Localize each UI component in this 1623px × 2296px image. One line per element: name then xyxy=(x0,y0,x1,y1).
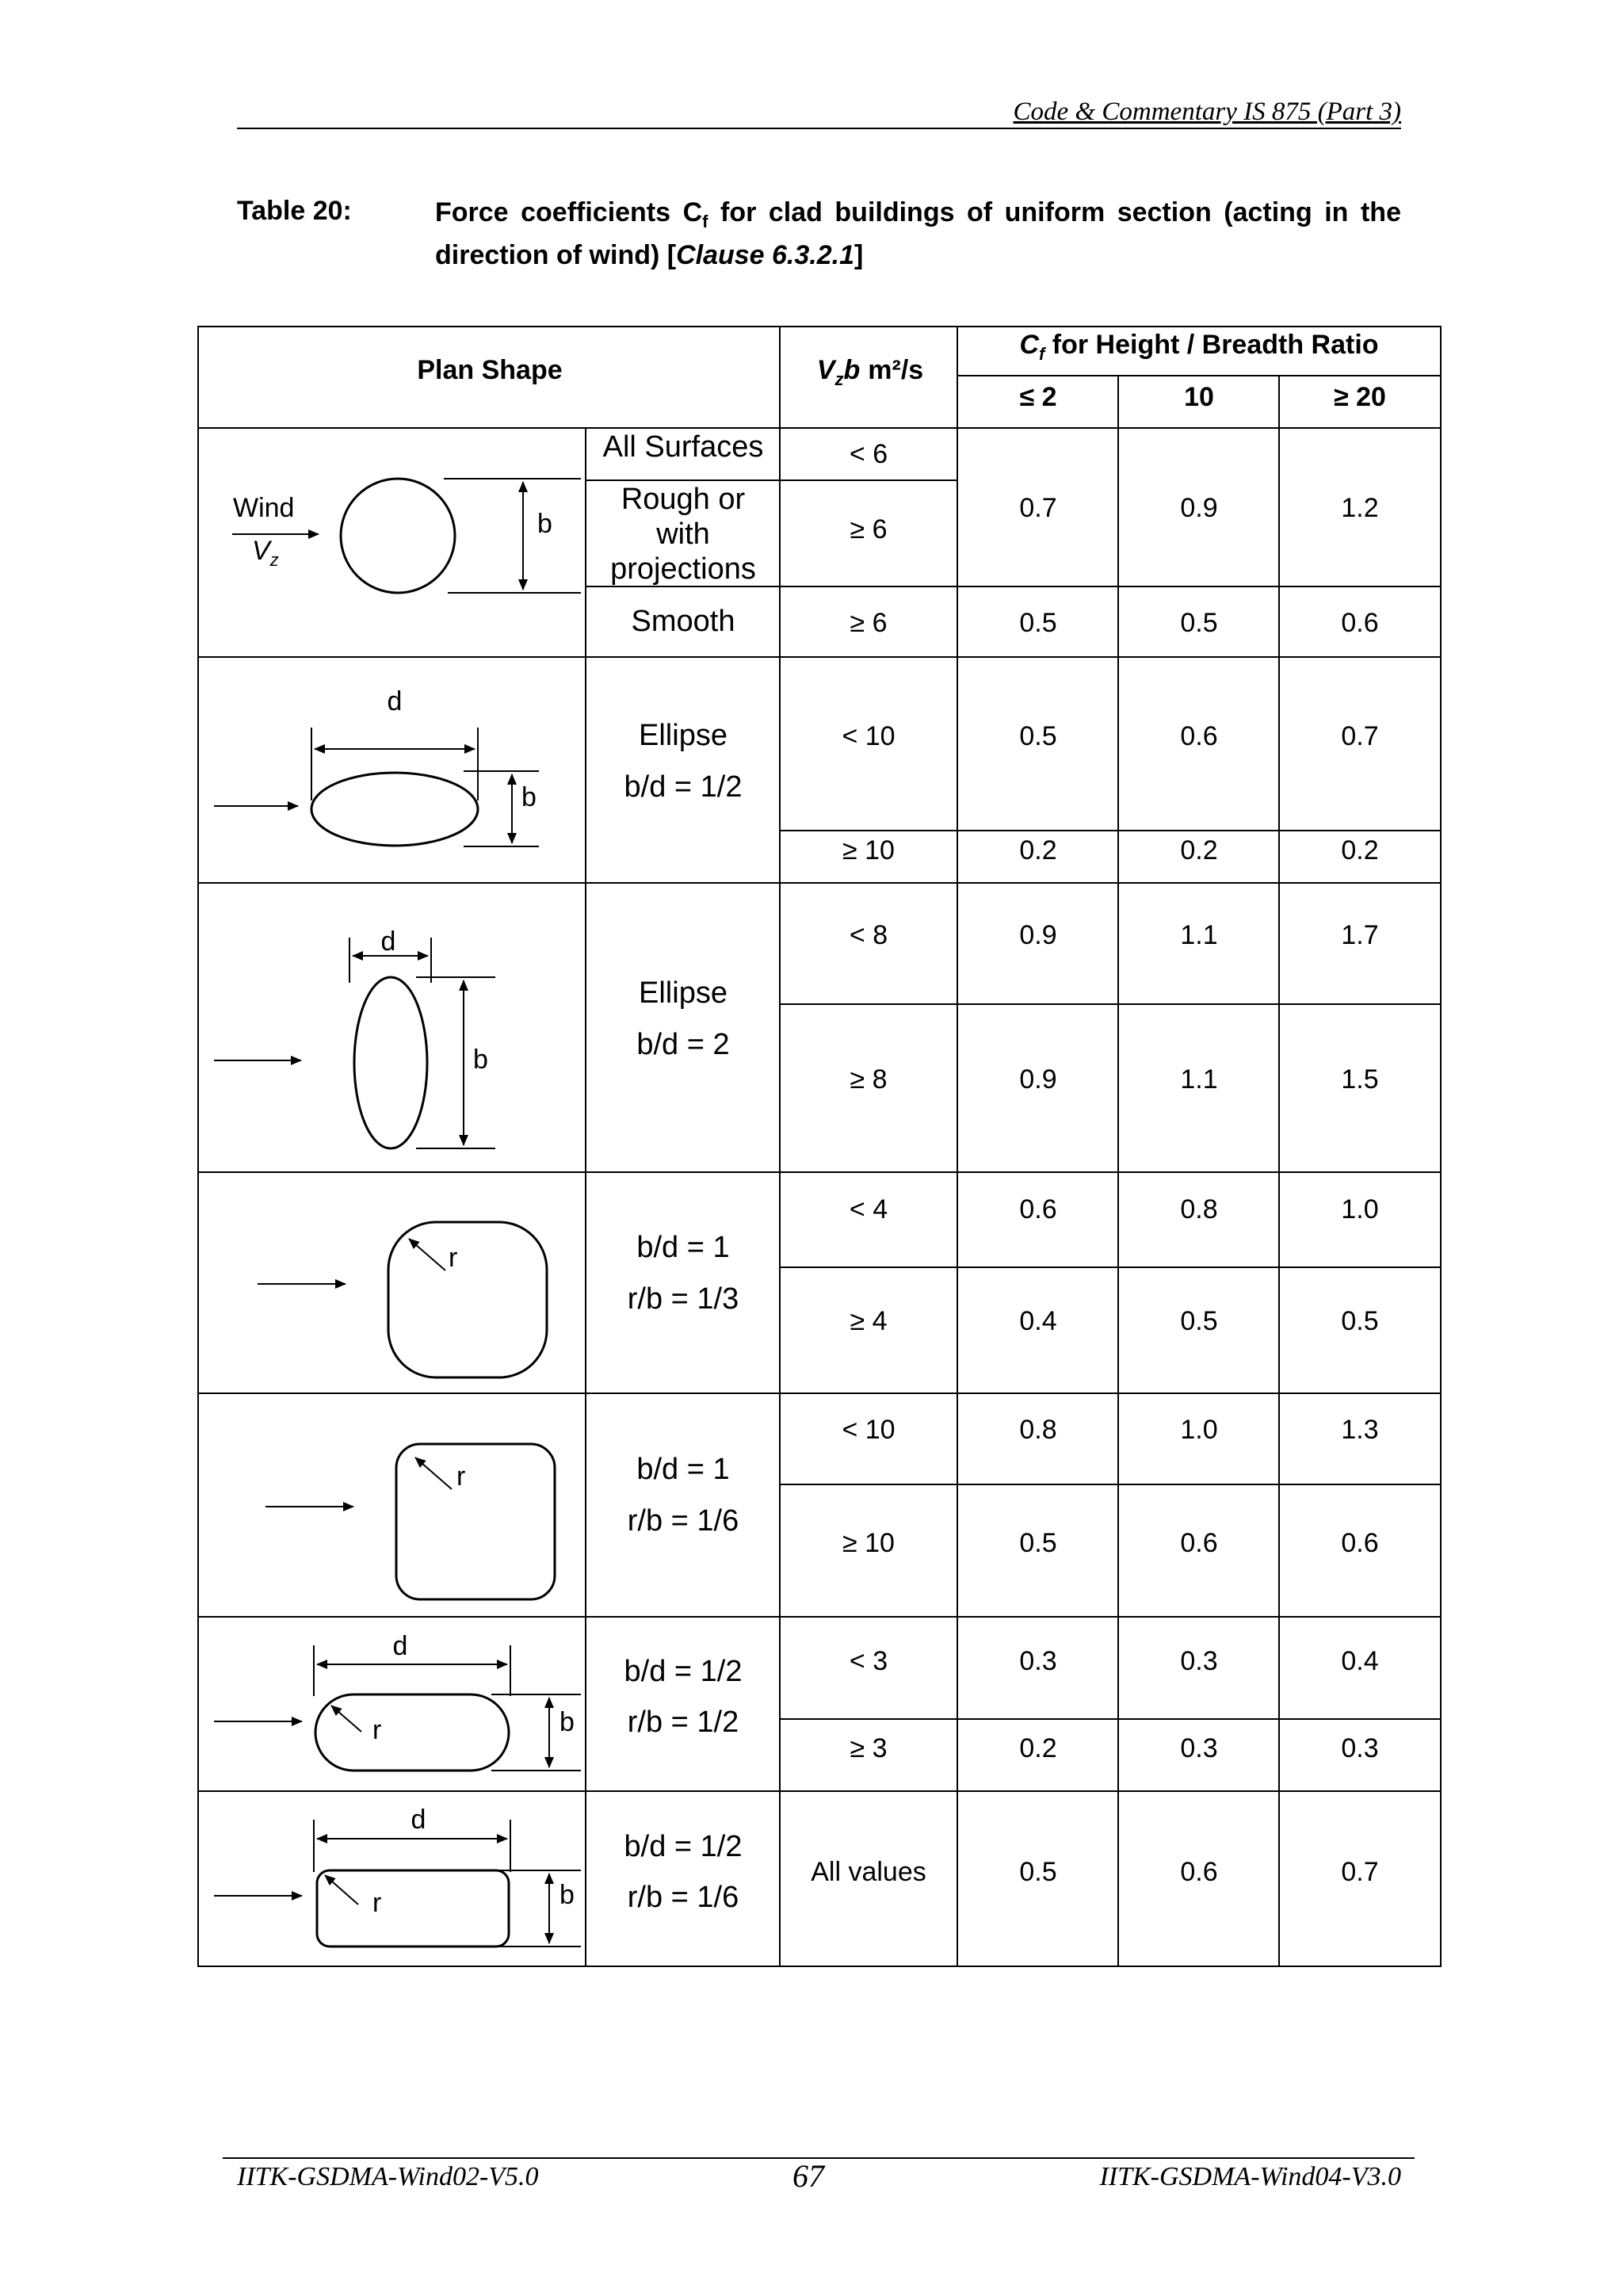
vzb-cell: < 4 xyxy=(849,1194,888,1224)
cf-cell: 0.6 xyxy=(1341,608,1379,638)
cf-c: C xyxy=(1019,330,1039,360)
vzb-cell: < 3 xyxy=(849,1646,888,1676)
row-desc-rough-3: projections xyxy=(610,552,756,586)
running-header-text: Code & Commentary IS 875 (Part 3) xyxy=(1013,97,1401,126)
cf-cell: 0.3 xyxy=(1341,1733,1379,1763)
vzb-cell: < 10 xyxy=(842,1415,896,1445)
group-desc: r/b = 1/6 xyxy=(627,1881,739,1914)
cf-cell: 1.0 xyxy=(1180,1415,1218,1445)
group-desc: b/d = 1 xyxy=(636,1231,730,1264)
radius-label: r xyxy=(456,1461,466,1492)
rounded-square-shape xyxy=(388,1222,547,1377)
vzb-cell: ≥ 8 xyxy=(850,1064,888,1095)
vzb-cell: All values xyxy=(811,1857,926,1887)
rounded-rect-r16-diagram xyxy=(214,1805,581,1946)
row-desc-rough-2: with xyxy=(656,518,710,551)
group-desc: Ellipse xyxy=(639,719,727,752)
caption-text-2: for clad buildings of uniform section (acting in the direction of wind) [ xyxy=(435,197,1401,270)
rounded-rect-shape xyxy=(317,1870,509,1946)
cf-cell: 0.8 xyxy=(1180,1194,1218,1224)
caption-clause: Clause 6.3.2.1 xyxy=(676,239,854,270)
cf-cell: 0.5 xyxy=(1019,608,1057,638)
group-desc: b/d = 1 xyxy=(636,1453,730,1486)
stadium-shape xyxy=(315,1694,509,1771)
cf-cell: 0.6 xyxy=(1180,721,1218,751)
caption-text-1: Force coefficients C xyxy=(435,197,703,227)
dim-label-b: b xyxy=(559,1880,575,1910)
cf-cell: 0.9 xyxy=(1019,920,1057,950)
cf-cell: 0.5 xyxy=(1341,1306,1379,1336)
radius-label: r xyxy=(372,1715,382,1745)
radius-label: r xyxy=(372,1888,382,1918)
dim-label-d: d xyxy=(387,686,403,716)
dim-label-d: d xyxy=(392,1631,408,1661)
cf-cell: 0.8 xyxy=(1019,1415,1057,1445)
cf-cell: 0.3 xyxy=(1180,1733,1218,1763)
cf-cell: 0.4 xyxy=(1341,1646,1379,1676)
col-header-cf xyxy=(1019,330,1378,364)
group-desc: b/d = 1/2 xyxy=(624,1655,743,1688)
cf-cell: 1.0 xyxy=(1341,1194,1379,1224)
group-desc: r/b = 1/6 xyxy=(627,1504,739,1538)
table-caption-label: Table 20: xyxy=(237,196,352,226)
cf-cell: 0.2 xyxy=(1341,835,1379,865)
dim-label-d: d xyxy=(411,1805,426,1835)
vzb-cell: < 6 xyxy=(849,439,888,469)
cf-cell: 0.5 xyxy=(1180,1306,1218,1336)
cf-cell: 0.4 xyxy=(1019,1306,1057,1336)
vz-label: $V_z$ xyxy=(252,536,279,570)
ratio-header-2: 10 xyxy=(1184,382,1214,412)
cf-cell: 0.9 xyxy=(1180,493,1218,523)
vzb-cell: ≥ 3 xyxy=(850,1733,888,1763)
radius-arrow xyxy=(415,1457,452,1489)
cf-cell: 0.5 xyxy=(1019,1528,1057,1558)
dim-label-b: b xyxy=(559,1707,575,1737)
cf-rest: for Height / Breadth Ratio xyxy=(1044,330,1379,360)
caption-subscript: f xyxy=(702,211,708,231)
ellipse-tall-diagram xyxy=(214,926,495,1148)
footer-right: IITK-GSDMA-Wind04-V3.0 xyxy=(1099,2162,1401,2191)
cf-cell: 0.3 xyxy=(1019,1646,1057,1676)
ellipse-shape xyxy=(311,773,478,846)
rounded-square-r13-diagram xyxy=(258,1222,547,1377)
row-desc-all-surfaces: All Surfaces xyxy=(602,430,764,464)
group-desc: b/d = 2 xyxy=(636,1028,730,1061)
group-desc: r/b = 1/3 xyxy=(627,1282,739,1316)
cf-cell: 0.7 xyxy=(1019,493,1057,523)
dim-label-d: d xyxy=(380,926,396,957)
rounded-square-shape xyxy=(396,1444,555,1599)
group-desc: Ellipse xyxy=(639,976,727,1010)
cf-cell: 1.2 xyxy=(1341,493,1379,523)
cf-cell: 0.9 xyxy=(1019,1064,1057,1095)
radius-arrow xyxy=(331,1706,361,1732)
cf-cell: 0.5 xyxy=(1180,608,1218,638)
cf-cell: 0.2 xyxy=(1180,835,1218,865)
cf-cell: 0.6 xyxy=(1019,1194,1057,1224)
vzb-cell: ≥ 10 xyxy=(842,1528,895,1558)
circle-shape xyxy=(341,479,455,593)
circle-shape-diagram xyxy=(232,479,581,593)
cf-cell: 1.1 xyxy=(1180,1064,1218,1095)
cf-cell: 0.5 xyxy=(1019,1857,1057,1887)
cf-sub: f xyxy=(1039,344,1045,364)
rounded-square-r16-diagram xyxy=(265,1444,555,1599)
cf-cell: 0.2 xyxy=(1019,1733,1057,1763)
vzb-cell: ≥ 6 xyxy=(850,608,888,638)
vzb-cell: ≥ 4 xyxy=(850,1306,888,1336)
cf-cell: 0.3 xyxy=(1180,1646,1218,1676)
vzb-sub: z xyxy=(834,369,844,389)
ellipse-wide-diagram xyxy=(214,686,539,846)
cf-cell: 1.5 xyxy=(1341,1064,1379,1095)
cf-cell: 0.7 xyxy=(1341,721,1379,751)
col-header-plan-shape: Plan Shape xyxy=(417,355,563,385)
dim-label-b: b xyxy=(473,1045,488,1075)
cf-cell: 0.6 xyxy=(1180,1857,1218,1887)
vzb-cell: < 10 xyxy=(842,721,896,751)
cf-cell: 0.7 xyxy=(1341,1857,1379,1887)
vzb-cell: < 8 xyxy=(849,920,888,950)
cf-cell: 1.7 xyxy=(1341,920,1379,950)
radius-arrow xyxy=(409,1239,445,1270)
footer-left: IITK-GSDMA-Wind02-V5.0 xyxy=(237,2162,539,2191)
stadium-r12-diagram xyxy=(214,1631,581,1771)
group-desc: r/b = 1/2 xyxy=(627,1706,739,1739)
col-header-vzb xyxy=(817,355,923,389)
wind-label: Wind xyxy=(233,493,295,523)
cf-cell: 0.2 xyxy=(1019,835,1057,865)
ratio-header-1: ≤ 2 xyxy=(1019,382,1057,412)
ratio-header-3: ≥ 20 xyxy=(1334,382,1386,412)
cf-cell: 1.1 xyxy=(1180,920,1218,950)
vzb-cell: ≥ 6 xyxy=(850,514,888,544)
page-number: 67 xyxy=(792,2158,824,2194)
row-desc-smooth: Smooth xyxy=(631,605,735,638)
ellipse-shape xyxy=(354,977,427,1148)
vzb-b: b xyxy=(843,355,861,385)
dim-label-b: b xyxy=(521,782,537,812)
cf-cell: 0.6 xyxy=(1341,1528,1379,1558)
group-desc: b/d = 1/2 xyxy=(624,1830,743,1863)
cf-cell: 0.5 xyxy=(1019,721,1057,751)
vzb-units: m²/s xyxy=(868,355,924,385)
dim-label-b: b xyxy=(537,509,552,539)
caption-text-3: ] xyxy=(854,239,864,270)
cf-cell: 1.3 xyxy=(1341,1415,1379,1445)
cf-cell: 0.6 xyxy=(1180,1528,1218,1558)
vzb-v: V xyxy=(816,355,835,385)
radius-label: r xyxy=(449,1243,458,1273)
row-desc-rough-1: Rough or xyxy=(621,483,746,516)
group-desc: b/d = 1/2 xyxy=(624,770,743,804)
vzb-cell: ≥ 10 xyxy=(842,835,895,865)
radius-arrow xyxy=(325,1875,358,1904)
